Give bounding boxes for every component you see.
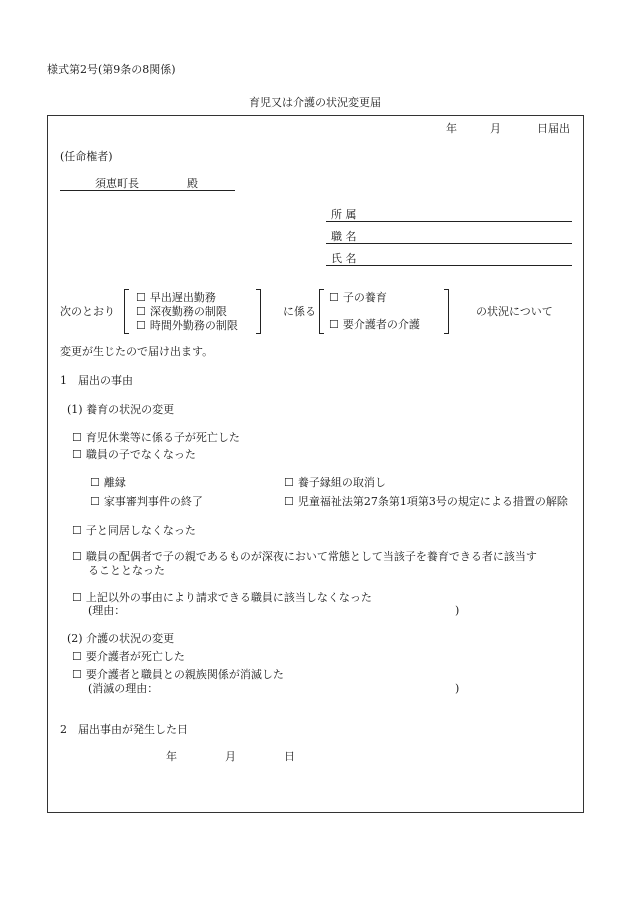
work-option-early-late[interactable]: ☐ 早出遅出勤務: [136, 291, 218, 305]
sub-item-family-court[interactable]: ☐ 家事審判事件の終了: [90, 495, 205, 509]
addressee-underline: [60, 190, 235, 191]
occurrence-day: 日: [284, 750, 295, 763]
dept-label: 所 属: [331, 208, 357, 221]
childcare-item-not-cohabiting[interactable]: ☐ 子と同居しなくなった: [72, 524, 198, 538]
statement-middle: に係る: [283, 305, 316, 318]
dept-line: [326, 221, 572, 222]
name-line: [326, 265, 572, 266]
nursing-heading: (2) 介護の状況の変更: [67, 632, 175, 645]
date-year: 年: [446, 122, 457, 135]
occurrence-month: 月: [225, 750, 236, 763]
childcare-item-child-died[interactable]: ☐ 育児休業等に係る子が死亡した: [72, 431, 242, 445]
nursing-reason-label: (消滅の理由：: [88, 682, 159, 695]
care-bracket-right: [444, 289, 449, 334]
name-label: 氏 名: [331, 252, 357, 265]
childcare-item-spouse-cont: ることとなった: [88, 564, 165, 577]
date-day: 日届出: [537, 122, 570, 135]
childcare-reason-close: ): [455, 604, 460, 617]
work-option-night[interactable]: ☐ 深夜勤務の制限: [136, 305, 229, 319]
statement-suffix: の状況について: [476, 305, 553, 318]
form-title: 育児又は介護の状況変更届: [249, 96, 381, 109]
statement-line2: 変更が生じたので届け出ます。: [60, 345, 214, 358]
section2-heading: 2 届出事由が発生した日: [60, 723, 188, 736]
form-frame: [47, 115, 584, 813]
form-number: 様式第2号(第9条の8関係): [47, 63, 176, 76]
childcare-item-not-child[interactable]: ☐ 職員の子でなくなった: [72, 448, 198, 462]
care-option-nursing[interactable]: ☐ 要介護者の介護: [329, 318, 422, 332]
care-bracket-left: [319, 289, 324, 334]
addressee: 須恵町長: [95, 177, 139, 190]
appointer-label: (任命権者): [60, 150, 113, 163]
work-bracket-right: [256, 289, 261, 334]
position-line: [326, 243, 572, 244]
statement-prefix: 次のとおり: [60, 305, 115, 318]
sub-item-divorce[interactable]: ☐ 離縁: [90, 476, 128, 490]
sub-item-child-welfare[interactable]: ☐ 児童福祉法第27条第1項第3号の規定による措置の解除: [284, 495, 570, 509]
occurrence-year: 年: [166, 750, 177, 763]
nursing-reason-close: ): [455, 682, 460, 695]
childcare-reason-label: (理由：: [88, 604, 126, 617]
date-month: 月: [490, 122, 501, 135]
childcare-heading: (1) 養育の状況の変更: [67, 403, 175, 416]
section1-heading: 1 届出の事由: [60, 374, 133, 387]
work-bracket-left: [124, 289, 129, 334]
nursing-item-died[interactable]: ☐ 要介護者が死亡した: [72, 650, 187, 664]
honorific: 殿: [187, 177, 198, 190]
care-option-childcare[interactable]: ☐ 子の養育: [329, 291, 389, 305]
childcare-item-spouse[interactable]: ☐ 職員の配偶者で子の親であるものが深夜において常態として当該子を養育できる者に該当す: [72, 550, 539, 564]
work-option-overtime[interactable]: ☐ 時間外勤務の制限: [136, 319, 240, 333]
childcare-item-other[interactable]: ☐ 上記以外の事由により請求できる職員に該当しなくなった: [72, 591, 374, 605]
position-label: 職 名: [331, 230, 357, 243]
sub-item-adoption-cancel[interactable]: ☐ 養子縁組の取消し: [284, 476, 388, 490]
nursing-item-relation-ended[interactable]: ☐ 要介護者と職員との親族関係が消滅した: [72, 668, 286, 682]
